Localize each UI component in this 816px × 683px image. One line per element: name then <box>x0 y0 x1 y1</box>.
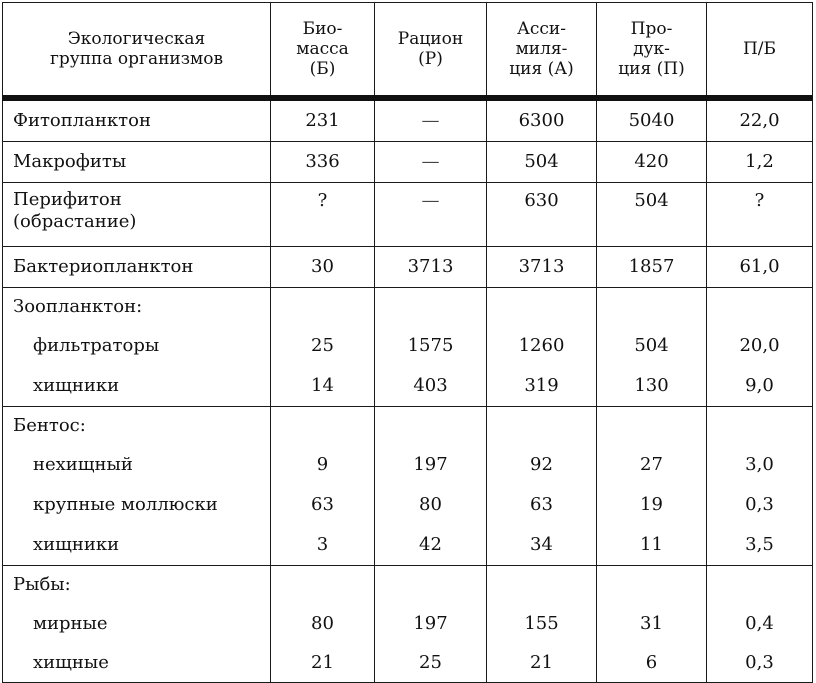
cell-ration: 80 <box>375 485 487 525</box>
table-row <box>3 247 813 288</box>
cell-assimilation: 92 <box>487 445 597 485</box>
table-row <box>3 604 813 644</box>
cell-ration: — <box>375 98 487 142</box>
header-ration: Рацион (Р) <box>375 3 487 99</box>
cell-production: 11 <box>597 525 707 566</box>
cell-production: 504 <box>597 326 707 366</box>
row-name: фильтраторы <box>3 326 271 366</box>
table-row <box>3 366 813 407</box>
ecology-table <box>2 2 813 683</box>
table-row <box>3 485 813 525</box>
cell-biomass: 14 <box>271 366 375 407</box>
cell-ratio: 0,3 <box>707 485 813 525</box>
row-name: хищные <box>3 644 271 683</box>
cell-production: 504 <box>597 183 707 247</box>
cell-production: 27 <box>597 445 707 485</box>
row-name: Фитопланктон <box>3 98 271 142</box>
header-assimilation: Асси- миля- ция (А) <box>487 3 597 99</box>
cell-assimilation: 630 <box>487 183 597 247</box>
table-row <box>3 525 813 566</box>
row-name: нехищный <box>3 445 271 485</box>
table-row <box>3 98 813 142</box>
row-name: крупные моллюски <box>3 485 271 525</box>
header-row <box>3 3 813 99</box>
group-header-row <box>3 288 813 327</box>
group-title: Бентос: <box>3 407 271 446</box>
cell-biomass: 63 <box>271 485 375 525</box>
cell-assimilation: 1260 <box>487 326 597 366</box>
header-ratio: П/Б <box>707 3 813 99</box>
cell-assimilation: 155 <box>487 604 597 644</box>
row-name: хищники <box>3 366 271 407</box>
row-name: хищники <box>3 525 271 566</box>
cell-ratio: 1,2 <box>707 142 813 183</box>
cell-ratio: 20,0 <box>707 326 813 366</box>
cell-biomass: 80 <box>271 604 375 644</box>
header-group: Экологическая группа организмов <box>3 3 271 99</box>
table-row <box>3 326 813 366</box>
cell-production: 31 <box>597 604 707 644</box>
header-biomass: Био- масса (Б) <box>271 3 375 99</box>
cell-ratio: 61,0 <box>707 247 813 288</box>
cell-ration: 42 <box>375 525 487 566</box>
row-name: Макрофиты <box>3 142 271 183</box>
cell-assimilation: 6300 <box>487 98 597 142</box>
table-row <box>3 183 813 247</box>
cell-ration: — <box>375 142 487 183</box>
cell-production: 6 <box>597 644 707 683</box>
cell-biomass: 21 <box>271 644 375 683</box>
cell-biomass: 231 <box>271 98 375 142</box>
cell-ratio: 9,0 <box>707 366 813 407</box>
row-name: Перифитон (обрастание) <box>3 183 271 247</box>
cell-ratio: 0,3 <box>707 644 813 683</box>
cell-ratio: 22,0 <box>707 98 813 142</box>
cell-ration: 403 <box>375 366 487 407</box>
group-header-row <box>3 566 813 605</box>
cell-assimilation: 63 <box>487 485 597 525</box>
cell-biomass: ? <box>271 183 375 247</box>
cell-assimilation: 34 <box>487 525 597 566</box>
row-name: мирные <box>3 604 271 644</box>
cell-ration: 1575 <box>375 326 487 366</box>
cell-assimilation: 319 <box>487 366 597 407</box>
table-row <box>3 142 813 183</box>
cell-biomass: 336 <box>271 142 375 183</box>
cell-biomass: 3 <box>271 525 375 566</box>
group-header-row <box>3 407 813 446</box>
table-row <box>3 445 813 485</box>
cell-biomass: 30 <box>271 247 375 288</box>
row-name: Бактериопланктон <box>3 247 271 288</box>
cell-production: 5040 <box>597 98 707 142</box>
cell-ratio: 3,0 <box>707 445 813 485</box>
header-production: Про- дук- ция (П) <box>597 3 707 99</box>
cell-ration: 197 <box>375 445 487 485</box>
cell-production: 420 <box>597 142 707 183</box>
table-row <box>3 644 813 683</box>
cell-production: 130 <box>597 366 707 407</box>
cell-ratio: ? <box>707 183 813 247</box>
group-title: Рыбы: <box>3 566 271 605</box>
cell-ration: 3713 <box>375 247 487 288</box>
cell-ration: — <box>375 183 487 247</box>
cell-biomass: 9 <box>271 445 375 485</box>
cell-ration: 25 <box>375 644 487 683</box>
cell-production: 19 <box>597 485 707 525</box>
cell-biomass: 25 <box>271 326 375 366</box>
cell-ratio: 3,5 <box>707 525 813 566</box>
cell-ratio: 0,4 <box>707 604 813 644</box>
cell-assimilation: 504 <box>487 142 597 183</box>
cell-assimilation: 21 <box>487 644 597 683</box>
cell-assimilation: 3713 <box>487 247 597 288</box>
cell-ration: 197 <box>375 604 487 644</box>
group-title: Зоопланктон: <box>3 288 271 327</box>
cell-production: 1857 <box>597 247 707 288</box>
